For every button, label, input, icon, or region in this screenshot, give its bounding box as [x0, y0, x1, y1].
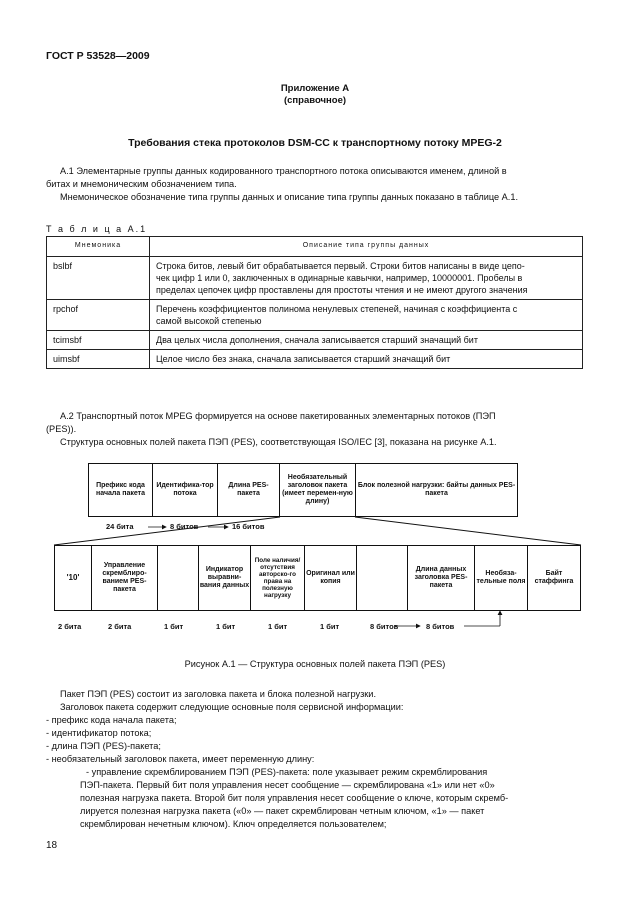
list-item: - префикс кода начала пакета; — [46, 715, 177, 725]
fig-cell-payload: Блок полезной нагрузки: байты данных PES-пакета — [355, 463, 518, 517]
document-header: ГОСТ Р 53528—2009 — [46, 50, 150, 62]
fig-cell-pes-length: Длина PES-пакета — [217, 463, 280, 517]
fig-size: 1 бит — [164, 622, 184, 631]
sub-line: скремблирован нечетным ключом). Ключ определяется пользователем; — [80, 819, 387, 829]
fig-cell-scrambling-control: Управление скремблиро-ванием PES-пакета — [91, 545, 158, 611]
list-item: - идентификатор потока; — [46, 728, 152, 738]
desc-line: Целое число без знака, сначала записывается старший значащий бит — [156, 354, 451, 364]
fig-cell-optional-fields: Необяза-тельные поля — [474, 545, 528, 611]
desc-line: Два целых числа дополнения, сначала записывается старший значащий бит — [156, 335, 478, 345]
fig-cell-stream-id: Идентифика-тор потока — [152, 463, 218, 517]
desc-line: Перечень коэффициентов полинома ненулевых степеней, начиная с коэффициента с — [156, 304, 518, 314]
desc-line: самой высокой степенью — [156, 316, 262, 326]
paragraph-a1-cont: битах и мнемоническим обозначением типа. — [46, 179, 237, 189]
annex-title: Приложение А — [280, 83, 350, 94]
table-header-mnemonic: Мнемоника — [47, 237, 150, 257]
paragraph-mnemonic: Мнемоническое обозначение типа группы данных и описание типа группы данных показано в таблице А.1. — [60, 192, 518, 202]
fig-cell-stuffing-byte: Байт стаффинга — [527, 545, 581, 611]
sub-line: ПЭП-пакета. Первый бит поля управления несет сообщение — скремблирована «1» или нет «0» — [80, 780, 495, 790]
fig-cell-optional-header: Необязательный заголовок пакета (имеет перемен-ную длину) — [279, 463, 356, 517]
paragraph-a1: А.1 Элементарные группы данных кодированного транспортного потока описываются именем, длиной в — [60, 166, 507, 176]
fig-cell-start-code-prefix: Префикс кода начала пакета — [88, 463, 153, 517]
sub-line: - управление скремблированием ПЭП (PES)-пакета: поле указывает режим скремблирования — [86, 767, 488, 777]
body-text — [46, 688, 630, 831]
table-cell-mnemonic: bslbf — [47, 257, 150, 300]
table-cell-mnemonic: rpchof — [47, 300, 150, 331]
fig-cell-copyright: Поле наличия/ отсутствия авторско-го права на полезную нагрузку — [250, 545, 305, 611]
desc-line: чек цифр 1 или 0, заключенных в одинарные кавычки, например, 10000001. Пробелы в — [156, 273, 523, 283]
body-line: Заголовок пакета содержит следующие основные поля сервисной информации: — [60, 702, 404, 712]
fig-cell-original-copy: Оригинал или копия — [304, 545, 357, 611]
table-label: Т а б л и ц а А.1 — [46, 224, 148, 234]
list-item: - длина ПЭП (PES)-пакета; — [46, 741, 161, 751]
paragraph-a2: А.2 Транспортный поток MPEG формируется на основе пакетированных элементарных потоков (ПЭП — [60, 411, 496, 421]
list-item: - необязательный заголовок пакета, имеет переменную длину: — [46, 754, 315, 764]
fig-size: 2 бита — [108, 622, 132, 631]
fig-size: 1 бит — [216, 622, 236, 631]
fig-cell-10: '10' — [54, 545, 92, 611]
figure-caption: Рисунок А.1 — Структура основных полей пакета ПЭП (PES) — [184, 659, 446, 669]
body-line: Пакет ПЭП (PES) состоит из заголовка пакета и блока полезной нагрузки. — [60, 689, 376, 699]
fig-size: 2 бита — [58, 622, 82, 631]
page-number: 18 — [46, 840, 58, 851]
annex-note: (справочное) — [283, 95, 347, 106]
fig-size: 1 бит — [268, 622, 288, 631]
fig-size-prefix: 24 бита — [106, 522, 134, 531]
fig-cell-header-data-length: Длина данных заголовка PES-пакета — [407, 545, 475, 611]
fig-size-pes-length: 16 битов — [232, 522, 265, 531]
paragraph-a2-cont: (PES)). — [46, 424, 77, 434]
desc-line: Строка битов, левый бит обрабатывается первый. Строки битов написаны в виде цепо- — [156, 261, 525, 271]
fig-size-stream-id: 8 битов — [170, 522, 199, 531]
sub-line: лируется полезная нагрузка пакета («0» — пакет скремблирован четным ключом, «1» — пакет — [80, 806, 485, 816]
paragraph-structure: Структура основных полей пакета ПЭП (PES), соответствующая ISO/IEC [3], показана на рисунке А.1. — [60, 437, 497, 447]
desc-line: пределах цепочек цифр проставлены для простоты чтения и не имеют другого значения — [156, 285, 528, 295]
table-cell-mnemonic: tcimsbf — [47, 331, 150, 350]
sub-line: полезная нагрузка пакета. Второй бит поля управления несет сообщение о ключе, которым скремб- — [80, 793, 509, 803]
table-cell-mnemonic: uimsbf — [47, 350, 150, 369]
section-title: Требования стека протоколов DSM-CC к транспортному потоку MPEG-2 — [128, 137, 502, 149]
table-header-description: Описание типа группы данных — [150, 237, 583, 257]
fig-size: 8 битов — [426, 622, 455, 631]
fig-cell-data-alignment: Индикатор выравни-вания данных — [198, 545, 251, 611]
fig-size: 8 битов — [370, 622, 399, 631]
fig-size: 1 бит — [320, 622, 340, 631]
